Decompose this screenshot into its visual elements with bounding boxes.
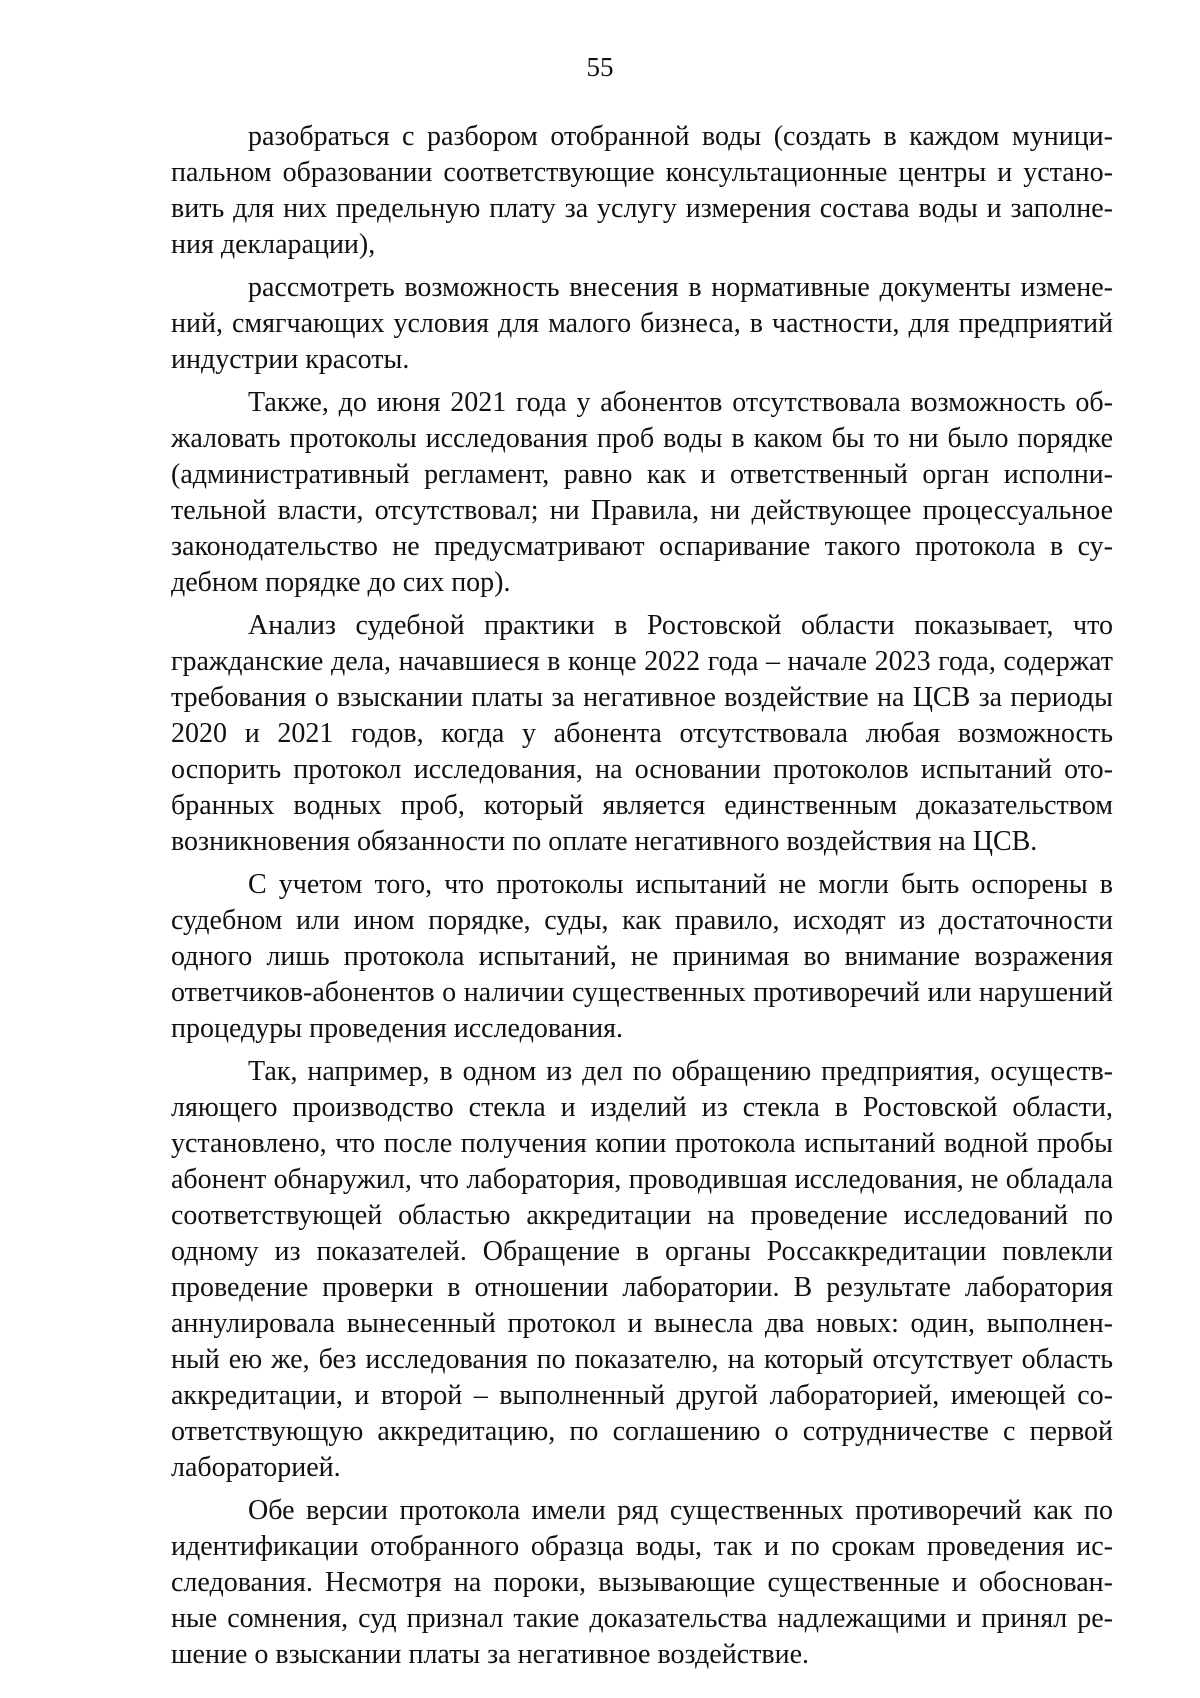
- page-number: 55: [586, 52, 614, 82]
- paragraph-5: С учетом того, что протоколы испытаний не могли быть оспорены в судебном или ином порядке, суды, как правило, исходят из достаточности одного лишь протокола испытаний, не принимая во внимание возражения ответчиков-абонентов о наличии существенных противоречий или нарушений процедуры проведения исследования.: [171, 869, 1113, 1044]
- paragraph-4: Анализ судебной практики в Ростовской области показывает, что гражданские дела, начавшиеся в конце 2022 года – начале 2023 года, содержат требования о взыскании платы за негативное воздействие на ЦСВ за периоды 2020 и 2021 годов, когда у абонента отсутствовала любая возможность оспорить протокол исследования, на основании протоколов испытаний отобранных водных проб, который является единственным доказательством возникновения обязанности по оплате негативного воздействия на ЦСВ.: [171, 610, 1113, 857]
- paragraph-1: разобраться с разбором отобранной воды (создать в каждом муниципальном образовании соответствующие консультационные центры и установить для них предельную плату за услугу измерения состава воды и заполнения декларации),: [171, 121, 1113, 260]
- document-body: [171, 119, 1113, 1680]
- paragraph-2: рассмотреть возможность внесения в нормативные документы изменений, смягчающих условия для малого бизнеса, в частности, для предприятий индустрии красоты.: [171, 272, 1113, 375]
- paragraph-7: Обе версии протокола имели ряд существенных противоречий как по идентификации отобранного образца воды, так и по срокам проведения исследования. Несмотря на пороки, вызывающие существенные и обоснованные сомнения, суд признал такие доказательства надлежащими и принял решение о взыскании платы за негативное воздействие.: [171, 1495, 1113, 1670]
- paragraph-6: Так, например, в одном из дел по обращению предприятия, осуществляющего производство стекла и изделий из стекла в Ростовской области, установлено, что после получения копии протокола испытаний водной пробы абонент обнаружил, что лаборатория, проводившая исследования, не обладала соответствующей областью аккредитации на проведение исследований по одному из показателей. Обращение в органы Россаккредитации повлекли проведение проверки в отношении лаборатории. В результате лаборатория аннулировала вынесенный протокол и вынесла два новых: один, выполненный ею же, без исследования по показателю, на который отсутствует область аккредитации, и второй – выполненный другой лабораторией, имеющей соответствующую аккредитацию, по соглашению о сотрудничестве с первой лабораторией.: [171, 1056, 1113, 1483]
- paragraph-3: Также, до июня 2021 года у абонентов отсутствовала возможность обжаловать протоколы исследования проб воды в каком бы то ни было порядке (административный регламент, равно как и ответственный орган исполнительной власти, отсутствовал; ни Правила, ни действующее процессуальное законодательство не предусматривают оспаривание такого протокола в судебном порядке до сих пор).: [171, 387, 1113, 598]
